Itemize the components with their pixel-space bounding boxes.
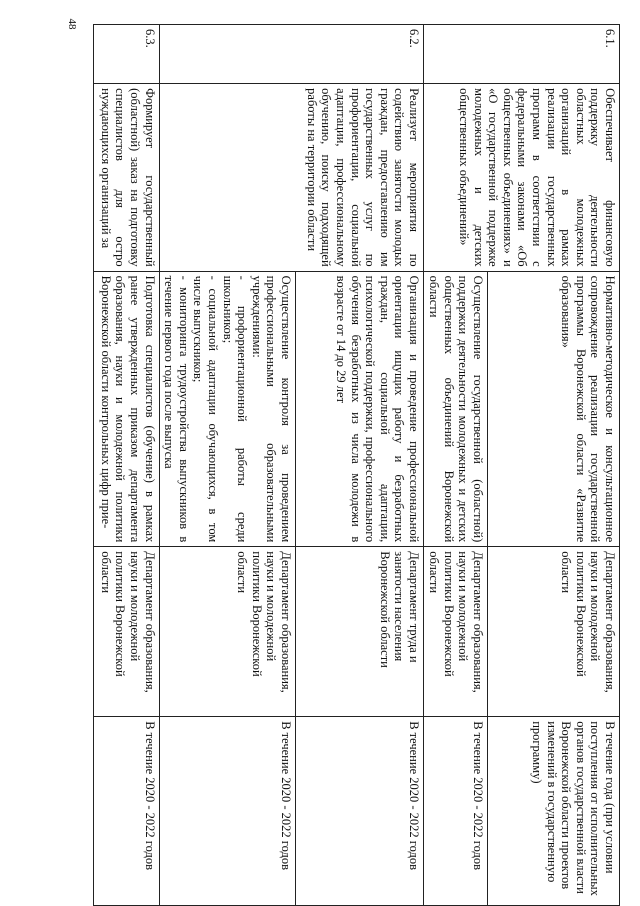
page-number: 48 — [66, 18, 78, 30]
measures-table — [93, 24, 620, 906]
activity-intro: Осуществление контроля за проведением профессиональными образовательными учреждениями: — [249, 275, 293, 543]
table-row — [488, 25, 620, 906]
row-number-cell: 6.1. — [424, 25, 620, 84]
term-cell: В течение 2020 - 2022 годов — [159, 717, 295, 906]
activity-cell: Осуществление государственной (областной) поддержки деятельности молодежных и детских общественных объединений Воронежской области — [424, 271, 488, 547]
activity-item: - мониторинга трудоустройства выпускников в течение первого года после выпуска — [162, 275, 191, 543]
activity-item: - социальной адаптации обучающихся, в том числе выпускников; — [191, 275, 221, 543]
term-cell: В течение 2020 - 2022 годов — [424, 717, 488, 906]
row-number-cell: 6.2. — [159, 25, 423, 84]
department-cell: Департамент образования, науки и молодежной политики Воронежской области — [424, 547, 488, 717]
rotated-page — [100, 24, 620, 906]
activity-item: - профориентационной работы среди школьников; — [220, 275, 250, 543]
department-cell: Департамент образования, науки и молодежной политики Воронежской области — [488, 547, 620, 717]
term-cell: В течение 2020 - 2022 годов — [93, 717, 159, 906]
activity-cell: Организация и проведение профессиональной ориентации ищущих работу и безработных граждан, социальной адаптации, психологической поддержки, профессионального обучения безработных из числа молодежи в возрасте от 14 до 29 лет — [296, 271, 424, 547]
activity-cell — [159, 271, 295, 547]
table-row — [93, 25, 159, 906]
function-cell: Реализует мероприятия по содействию занятости молодых граждан, предоставлению им государственных услуг по профориентации, социальной адаптации, профессиональному обучению, поиску подходящей работы на территории области — [159, 84, 423, 272]
function-cell: Обеспечивает финансовую поддержку деятельности областных молодежных организаций в рамках реализации государственных программ в соответствии с федеральными законами «Об общественных объединениях» и «О государственной поддержке молодежных и детских общественных объединений» — [424, 84, 620, 272]
function-cell: Формирует государственный (областной) заказ на подготовку специалистов для острo нуждающихся организаций за — [93, 84, 159, 272]
term-cell: В течение 2020 - 2022 годов — [296, 717, 424, 906]
row-number-cell: 6.3. — [93, 25, 159, 84]
department-cell: Департамент образования, науки и молодежной политики Воронежской области — [93, 547, 159, 717]
department-cell: Департамент труда и занятости населения Воронежской области — [296, 547, 424, 717]
term-cell: В течение года (при условии поступления от исполнительных органов государственной власти Воронежской области проектов изменений в государственную программу) — [488, 717, 620, 906]
table-row — [296, 25, 424, 906]
activity-cell: Подготовка специалистов (обучение) в рамках ранее утвержденных приказом департамента образования, науки и молодежной политики Воронежской области контрольных цифр прие- — [93, 271, 159, 547]
department-cell: Департамент образования, науки и молодежной политики Воронежской области — [159, 547, 295, 717]
activity-cell: Нормативно-методическое и консультационное сопровождение реализации государственной программы Воронежской области «Развитие образования» — [488, 271, 620, 547]
